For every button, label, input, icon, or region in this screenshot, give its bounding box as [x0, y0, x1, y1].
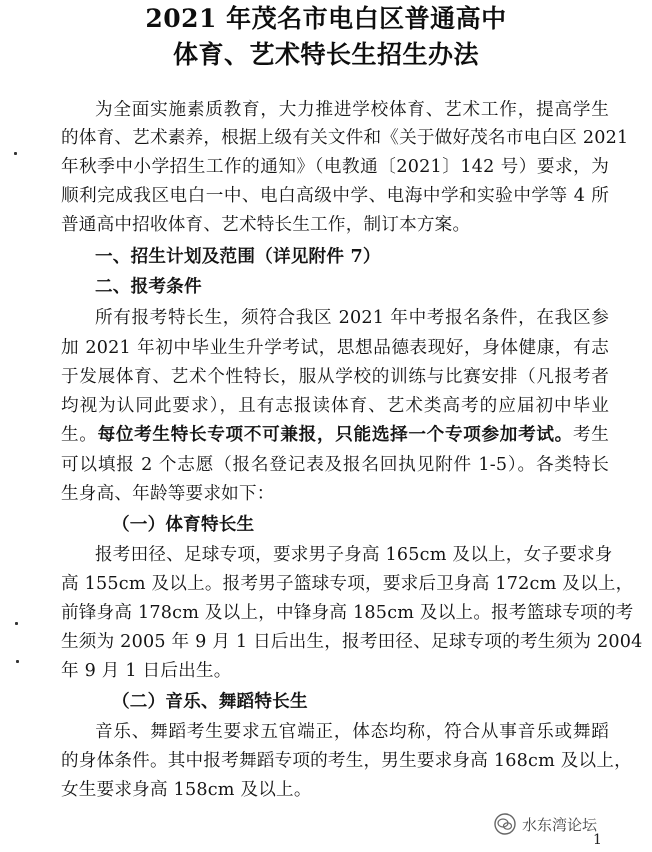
sub2-line: 女生要求身高 158cm 及以上。: [61, 780, 312, 800]
scan-speck: [14, 152, 17, 155]
scan-speck: [15, 622, 18, 625]
section1-heading: 一、招生计划及范围（详见附件 7）: [95, 246, 381, 267]
section2-line: 均视为认同此要求），且有志报读体育、艺术类高考的应届初中毕业: [61, 396, 609, 416]
section2-text: 生。: [61, 425, 98, 445]
watermark: [494, 812, 597, 836]
section2-line-mixed: [61, 422, 609, 448]
sub1-line: 前锋身高 178cm 及以上，中锋身高 185cm 及以上。报考篮球专项的考: [61, 603, 634, 623]
sub1-line: 生须为 2005 年 9 月 1 日后出生，报考田径、足球专项的考生须为 2004: [61, 632, 643, 652]
intro-line: 的体育、艺术素养，根据上级有关文件和《关于做好茂名市电白区 2021: [61, 128, 629, 148]
sub2-line: 的身体条件。其中报考舞蹈专项的考生，男生要求身高 168cm 及以上，: [61, 751, 632, 771]
sub2-heading: （二）音乐、舞蹈特长生: [112, 691, 308, 712]
watermark-text: 水东湾论坛: [522, 815, 598, 834]
wechat-icon: [494, 813, 516, 835]
intro-line: 顺利完成我区电白一中、电白高级中学、电海中学和实验中学等 4 所: [61, 186, 609, 206]
section2-line: 于发展体育、艺术个性特长，服从学校的训练与比赛安排（凡报考者: [61, 367, 609, 387]
document-title-line1: 2021 年茂名市电白区普通高中: [145, 4, 507, 33]
section2-line: 生身高、年龄等要求如下：: [61, 484, 275, 504]
intro-line: 普通高中招收体育、艺术特长生工作，制订本方案。: [61, 215, 471, 235]
sub1-line: 年 9 月 1 日后出生。: [61, 661, 232, 681]
sub1-line: 高 155cm 及以上。报考男子篮球专项，要求后卫身高 172cm 及以上，: [61, 574, 634, 594]
section2-line: 所有报考特长生，须符合我区 2021 年中考报名条件，在我区参: [95, 308, 609, 328]
page-number: 1: [593, 832, 602, 848]
intro-line: 为全面实施素质教育，大力推进学校体育、艺术工作，提高学生: [95, 100, 609, 120]
section2-bold-rule: 每位考生特长专项不可兼报，只能选择一个专项参加考试。: [97, 424, 573, 445]
document-title-line2: 体育、艺术特长生招生办法: [172, 40, 479, 69]
section2-text: 考生: [572, 425, 610, 445]
sub1-heading: （一）体育特长生: [112, 514, 255, 535]
sub2-line: 音乐、舞蹈考生要求五官端正，体态均称，符合从事音乐或舞蹈: [95, 722, 609, 742]
scan-speck: [16, 660, 19, 663]
sub1-line: 报考田径、足球专项，要求男子身高 165cm 及以上，女子要求身: [95, 545, 613, 565]
intro-line: 年秋季中小学招生工作的通知》（电教通〔2021〕142 号）要求，为: [61, 157, 609, 177]
section2-line: 加 2021 年初中毕业生升学考试，思想品德表现好，身体健康，有志: [61, 338, 609, 358]
section2-heading: 二、报考条件: [95, 276, 202, 297]
section2-line: 可以填报 2 个志愿（报名登记表及报名回执见附件 1-5）。各类特长: [61, 455, 609, 475]
